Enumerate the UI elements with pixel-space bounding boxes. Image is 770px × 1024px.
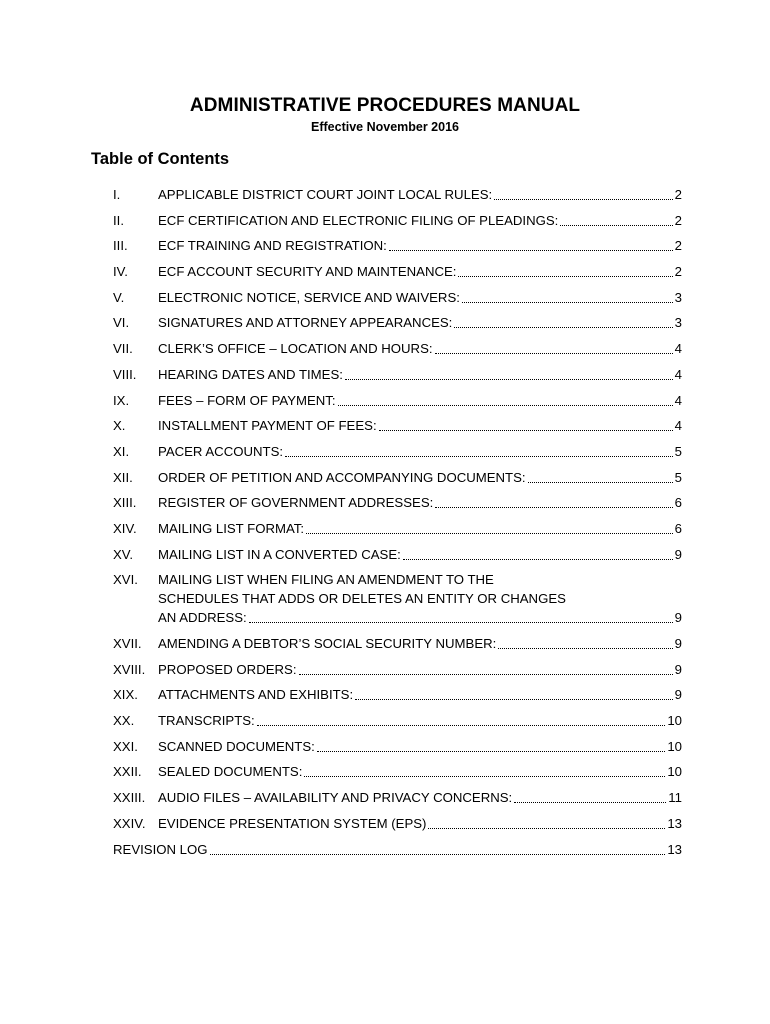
toc-entry-number: XV. (113, 546, 134, 562)
document-subtitle: Effective November 2016 (311, 120, 459, 134)
toc-entry-page-number: 4 (674, 341, 682, 357)
document-title: ADMINISTRATIVE PROCEDURES MANUAL (189, 95, 581, 116)
toc-entry-body (158, 339, 682, 358)
toc-entry-page-number: 10 (667, 764, 682, 780)
toc-entry-body (158, 545, 682, 564)
toc-entry-title: REVISION LOG (113, 841, 208, 857)
toc-entry-last-line (158, 608, 682, 627)
toc-dot-leader (494, 197, 672, 200)
toc-entry-last-line (113, 840, 682, 859)
toc-entry-title: MAILING LIST IN A CONVERTED CASE: (158, 546, 401, 562)
toc-entry-page-number: 2 (674, 264, 682, 280)
toc-entry-body (158, 493, 682, 512)
toc-entry-title: INSTALLMENT PAYMENT OF FEES: (158, 418, 377, 434)
toc-dot-leader (428, 826, 665, 829)
toc-entry-title: AN ADDRESS: (158, 610, 247, 626)
toc-entry-number: VIII. (113, 366, 137, 382)
toc-dot-leader (403, 557, 673, 560)
toc-entry-page-number: 4 (674, 366, 682, 382)
toc-dot-leader (435, 351, 673, 354)
toc-entry-title-line: SCHEDULES THAT ADDS OR DELETES AN ENTITY OR CHANGES (158, 591, 566, 607)
toc-entry-title: ATTACHMENTS AND EXHIBITS: (158, 687, 354, 703)
toc-dot-leader (462, 300, 673, 303)
toc-entry-text (158, 788, 682, 807)
toc-entry[interactable] (113, 570, 682, 627)
toc-dot-leader (249, 620, 673, 623)
toc-entry-text (158, 262, 682, 281)
toc-dot-leader (458, 274, 672, 277)
toc-dot-leader (389, 248, 673, 251)
toc-entry-last-line (158, 211, 682, 230)
toc-dot-leader (498, 646, 672, 649)
toc-entry-page-number: 9 (674, 546, 682, 562)
toc-entry[interactable] (113, 634, 682, 653)
toc-entry-body (158, 685, 682, 704)
toc-entry[interactable] (113, 545, 682, 564)
toc-entry-text (158, 313, 682, 332)
toc-entry-number: XVI. (113, 572, 138, 588)
toc-entry-number: V. (113, 289, 125, 305)
toc-entry-number: XX. (113, 713, 135, 729)
toc-entry-body (158, 814, 682, 833)
toc-entry-title: ELECTRONIC NOTICE, SERVICE AND WAIVERS: (158, 289, 460, 305)
toc-entry-text (158, 685, 682, 704)
toc-entry-title: ORDER OF PETITION AND ACCOMPANYING DOCUMENTS: (158, 469, 526, 485)
toc-entry-text (158, 416, 682, 435)
toc-entry-page-number: 10 (667, 738, 682, 754)
toc-entry-body (158, 442, 682, 461)
toc-entry-text (158, 339, 682, 358)
toc-dot-leader (435, 505, 672, 508)
toc-entry-last-line (158, 416, 682, 435)
toc-entry-last-line (158, 493, 682, 512)
toc-entry[interactable] (113, 660, 682, 679)
toc-entry-body (158, 185, 682, 204)
toc-entry[interactable] (113, 685, 682, 704)
toc-entry-body (158, 762, 682, 781)
toc-entry-last-line (158, 660, 682, 679)
toc-entry-title: AMENDING A DEBTOR’S SOCIAL SECURITY NUMBER: (158, 636, 497, 651)
toc-entry[interactable] (113, 814, 682, 833)
toc-entry-page-number: 3 (674, 315, 682, 331)
toc-entry-text (158, 545, 682, 564)
toc-entry[interactable] (113, 365, 682, 384)
toc-entry-body (158, 365, 682, 384)
toc-entry-text (158, 634, 682, 653)
toc-entry-title: ECF TRAINING AND REGISTRATION: (158, 238, 387, 254)
toc-entry-body (158, 288, 682, 307)
toc-entry-text (158, 814, 682, 833)
toc-dot-leader (379, 428, 673, 431)
toc-entry-page-number: 10 (667, 713, 682, 729)
toc-entry-title: HEARING DATES AND TIMES: (158, 366, 343, 382)
toc-entry-last-line (158, 545, 682, 564)
toc-dot-leader (257, 723, 666, 726)
toc-entry[interactable] (113, 711, 682, 730)
toc-entry-text (158, 391, 682, 410)
toc-entry-text (158, 737, 682, 756)
toc-dot-leader (338, 403, 673, 406)
toc-entry-body (158, 634, 682, 653)
toc-entry-number: XVIII. (113, 661, 146, 677)
toc-entry-title: REGISTER OF GOVERNMENT ADDRESSES: (158, 495, 434, 511)
toc-entry-last-line (158, 788, 682, 807)
toc-entry-title: MAILING LIST FORMAT: (158, 520, 305, 536)
toc-entry-last-line (158, 468, 682, 487)
toc-dot-leader (317, 749, 666, 752)
toc-entry-title-line: MAILING LIST WHEN FILING AN AMENDMENT TO THE (158, 572, 494, 588)
toc-entry-page-number: 9 (674, 661, 682, 677)
toc-heading: Table of Contents (91, 150, 230, 168)
toc-entry-page-number: 5 (674, 443, 682, 459)
toc-entry-title: TRANSCRIPTS: (158, 713, 255, 729)
toc-entry-text (158, 519, 682, 538)
toc-entry-text (158, 365, 682, 384)
toc-entry-body (158, 236, 682, 255)
toc-entry-number: XIX. (113, 687, 138, 703)
toc-entry-title: SIGNATURES AND ATTORNEY APPEARANCES: (158, 315, 453, 331)
toc-dot-leader (454, 325, 672, 328)
toc-entry-page-number: 13 (667, 841, 682, 857)
toc-entry-title: EVIDENCE PRESENTATION SYSTEM (EPS) (158, 815, 427, 831)
toc-entry-title: PACER ACCOUNTS: (158, 443, 284, 459)
toc-entry-text (158, 493, 682, 512)
toc-entry-title: SCANNED DOCUMENTS: (158, 738, 315, 754)
toc-entry-page-number: 6 (674, 495, 682, 511)
toc-entry-text (158, 570, 682, 627)
toc-entry-page-number: 9 (674, 687, 682, 703)
toc-entry-number: X. (113, 418, 126, 434)
toc-entry-last-line (158, 737, 682, 756)
toc-dot-leader (304, 774, 665, 777)
toc-entry-number: III. (113, 238, 128, 254)
toc-entry[interactable] (113, 468, 682, 487)
toc-entry-text (158, 711, 682, 730)
toc-entry-page-number: 2 (674, 212, 682, 228)
toc-entry-number: XXIII. (113, 790, 146, 806)
toc-entry-text (113, 840, 682, 859)
toc-entry-page-number: 2 (674, 238, 682, 254)
toc-entry-last-line (158, 762, 682, 781)
toc-entry-body (158, 711, 682, 730)
toc-entry[interactable] (113, 262, 682, 281)
toc-entry-text (158, 468, 682, 487)
toc-dot-leader (306, 531, 673, 534)
toc-entry-title: APPLICABLE DISTRICT COURT JOINT LOCAL RULES: (158, 187, 493, 202)
toc-entry-body (113, 840, 682, 859)
toc-entry-last-line (158, 442, 682, 461)
toc-dot-leader (514, 800, 666, 803)
toc-entry-last-line (158, 519, 682, 538)
toc-entry-number: XXIV. (113, 815, 146, 831)
toc-entry[interactable] (113, 493, 682, 512)
toc-entry-number: XXII. (113, 764, 142, 780)
toc-entry[interactable] (113, 737, 682, 756)
toc-entry[interactable] (113, 519, 682, 538)
toc-entry-body (158, 788, 682, 807)
toc-entry-body (158, 660, 682, 679)
toc-entry-last-line (158, 185, 682, 204)
toc-entry-last-line (158, 814, 682, 833)
toc-entry-number: VII. (113, 341, 133, 357)
toc-entry-page-number: 9 (674, 610, 682, 626)
toc-entry-last-line (158, 236, 682, 255)
toc-entry-body (158, 262, 682, 281)
toc-entry-text (158, 762, 682, 781)
toc-entry-last-line (158, 262, 682, 281)
toc-entry-number: XIII. (113, 495, 137, 511)
toc-entry-text (158, 211, 682, 230)
toc-entry[interactable] (113, 391, 682, 410)
toc-entry-last-line (158, 288, 682, 307)
toc-entry-last-line (158, 339, 682, 358)
toc-entry-number: XIV. (113, 520, 137, 536)
toc-entry-last-line (158, 391, 682, 410)
toc-entry-title: ECF CERTIFICATION AND ELECTRONIC FILING OF PLEADINGS: (158, 212, 559, 228)
toc-entry-body (158, 391, 682, 410)
toc-entry-last-line (158, 711, 682, 730)
toc-entry-body (158, 737, 682, 756)
toc-entry-number: IV. (113, 264, 128, 280)
toc-entry-page-number: 3 (674, 289, 682, 305)
toc-entry-page-number: 4 (674, 418, 682, 434)
toc-dot-leader (345, 377, 673, 380)
toc-entry-page-number: 11 (668, 790, 682, 806)
toc-entry[interactable] (113, 288, 682, 307)
toc-entry-last-line (158, 685, 682, 704)
toc-entry[interactable] (113, 416, 682, 435)
toc-entry[interactable] (113, 762, 682, 781)
toc-entry-body (158, 570, 682, 627)
toc-entry-number: I. (113, 187, 121, 202)
toc-entry-page-number: 13 (667, 815, 682, 831)
toc-entry-last-line (158, 365, 682, 384)
toc-entry-text (158, 288, 682, 307)
toc-entry-body (158, 519, 682, 538)
toc-entry[interactable] (113, 442, 682, 461)
toc-entry[interactable] (113, 339, 682, 358)
toc-entry-body (158, 468, 682, 487)
toc-entry-last-line (158, 313, 682, 332)
toc-entry-page-number: 4 (674, 392, 682, 408)
toc-dot-leader (528, 480, 673, 483)
toc-entry-body (158, 313, 682, 332)
toc-dot-leader (210, 852, 666, 855)
toc-entry-title: AUDIO FILES – AVAILABILITY AND PRIVACY CONCERNS: (158, 790, 513, 806)
toc-entry-title: PROPOSED ORDERS: (158, 661, 297, 677)
toc-entry-number: XI. (113, 443, 130, 459)
toc-entry-body (158, 211, 682, 230)
toc-entry-page-number: 9 (674, 636, 682, 651)
toc-entry-title: CLERK’S OFFICE – LOCATION AND HOURS: (158, 341, 433, 357)
toc-entry-number: XII. (113, 469, 133, 485)
toc-entry-page-number: 6 (674, 520, 682, 536)
toc-dot-leader (299, 672, 673, 675)
toc-entry-title: SEALED DOCUMENTS: (158, 764, 303, 780)
toc-entry-text (158, 442, 682, 461)
toc-entry[interactable] (113, 236, 682, 255)
toc-entry-number: XXI. (113, 738, 138, 754)
toc-entry-number: VI. (113, 315, 130, 331)
toc-entry[interactable] (113, 788, 682, 807)
toc-entry[interactable] (113, 313, 682, 332)
toc-dot-leader (355, 697, 673, 700)
toc-entry-number: XVII. (113, 636, 142, 651)
toc-entry[interactable] (113, 840, 682, 859)
toc-entry-page-number: 2 (674, 187, 682, 202)
toc-entry-text (158, 185, 682, 204)
toc-entry-number: II. (113, 212, 124, 228)
toc-entry-title: ECF ACCOUNT SECURITY AND MAINTENANCE: (158, 264, 457, 280)
toc-dot-leader (560, 223, 672, 226)
toc-entry-last-line (158, 634, 682, 653)
toc-entry-number: IX. (113, 392, 130, 408)
toc-entry-title: FEES – FORM OF PAYMENT: (158, 392, 336, 408)
toc-entry-text (158, 236, 682, 255)
toc-dot-leader (285, 454, 673, 457)
toc-entry[interactable] (113, 185, 682, 204)
toc-entry[interactable] (113, 211, 682, 230)
toc-entry-body (158, 416, 682, 435)
toc-entry-text (158, 660, 682, 679)
toc-entry-page-number: 5 (674, 469, 682, 485)
table-of-contents (113, 185, 682, 865)
